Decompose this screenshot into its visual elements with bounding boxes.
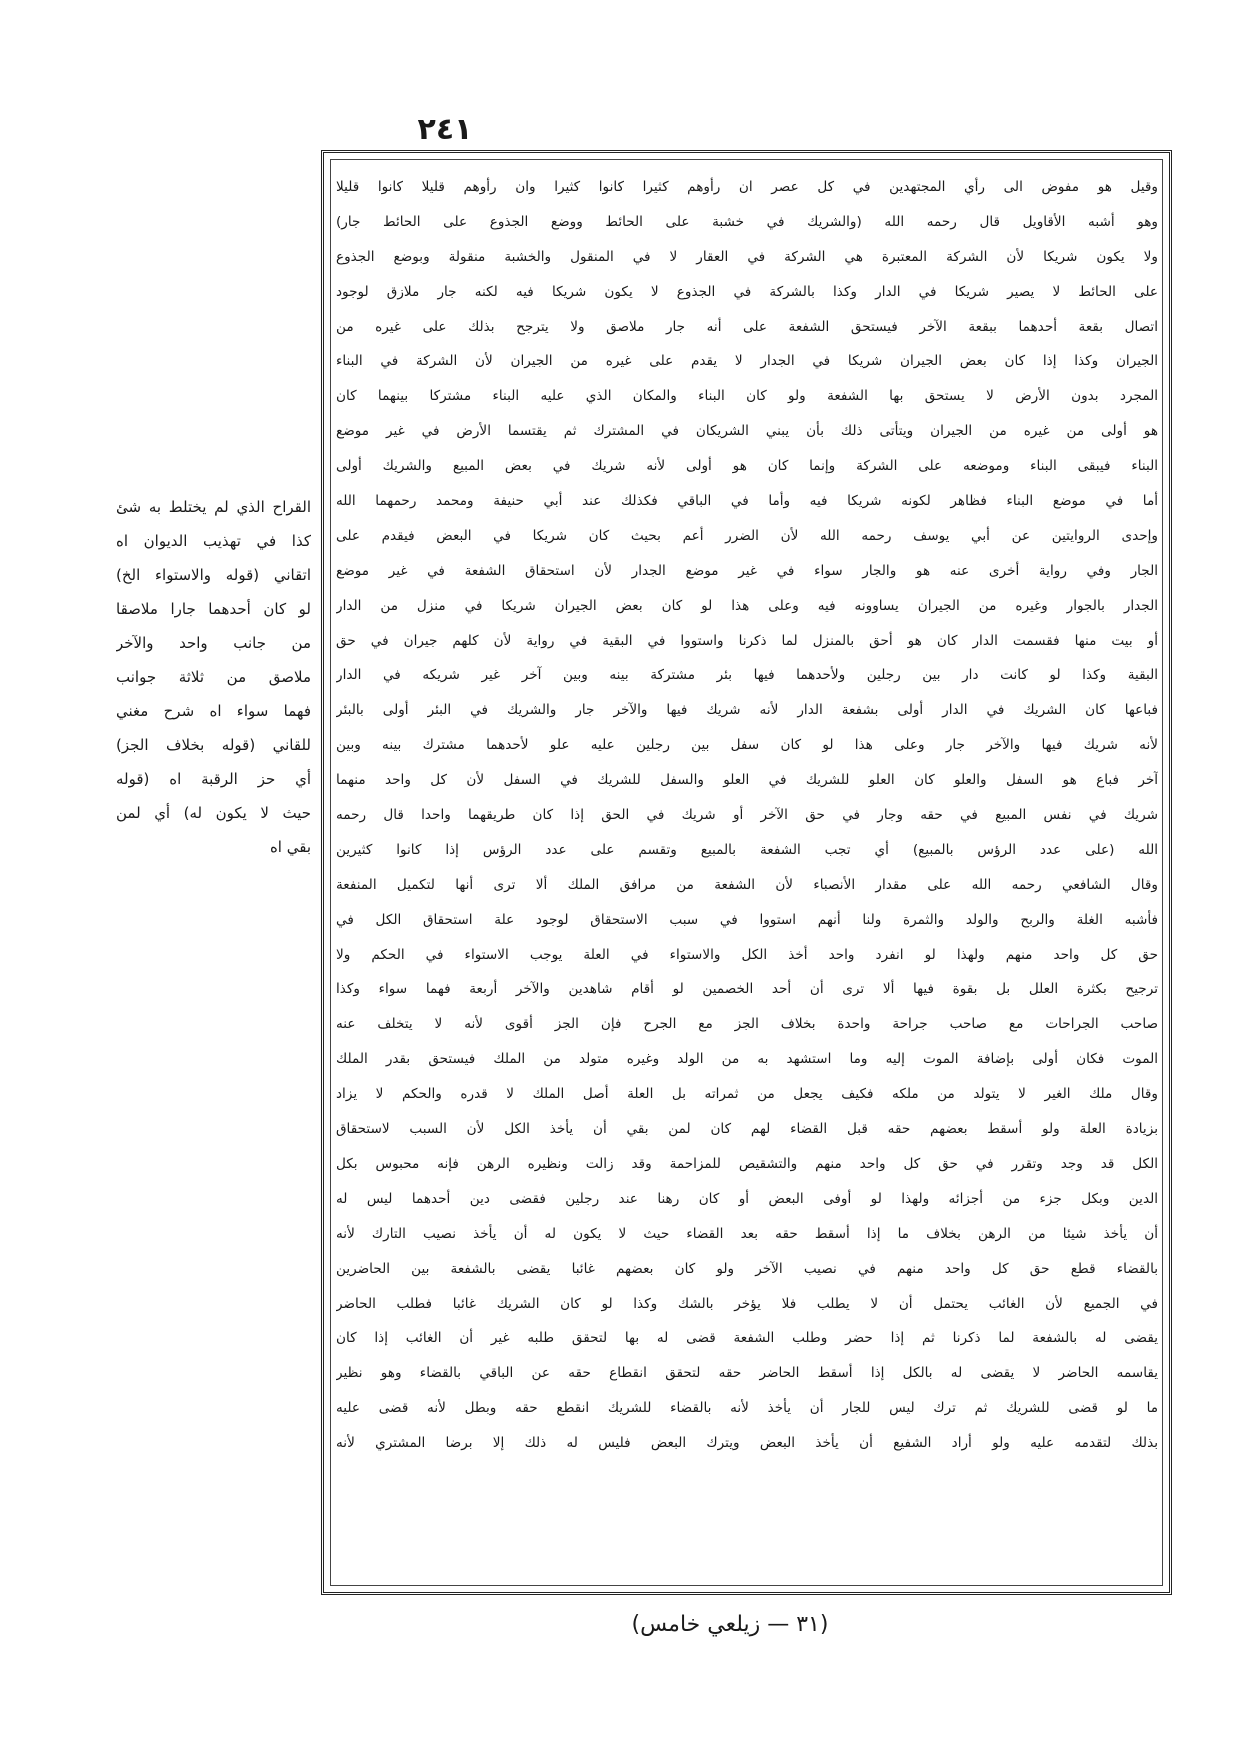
margin-note-line: فهما سواء اه شرح مغني bbox=[116, 702, 311, 720]
main-text-line: لأنه شريك فيها والآخر جار وعلى هذا لو كان سفل بين رجلين عليه علو لأحدهما مشترك بينه وبين bbox=[336, 737, 1158, 754]
margin-note-line: أي حز الرقبة اه (قوله bbox=[116, 770, 311, 788]
main-text-line: الجدار بالجوار وغيره من الجيران يساوونه فيه وعلى هذا لو كان بعض الجيران شريكا في منزل من الدار bbox=[336, 597, 1158, 614]
margin-note-line: من جانب واحد والآخر bbox=[116, 634, 311, 652]
margin-note-line: كذا في تهذيب الديوان اه bbox=[116, 532, 311, 550]
main-text-line: الجار وفي رواية أخرى عنه هو والجار سواء في غير موضع الجدار لأن استحقاق الشفعة في غير موضع bbox=[336, 562, 1158, 579]
main-text-line: على الحائط لا يصير شريكا في الدار وكذا بالشركة في الجذوع لا يكون شريكا فيه لكنه جار ملازق لوجود bbox=[336, 283, 1158, 300]
main-text-line: بزيادة العلة ولو أسقط بعضهم حقه قبل القضاء لهم كان لمن بقي أن يأخذ الكل لأن السبب لاستحقاق bbox=[336, 1121, 1158, 1138]
main-text-line: وقيل هو مفوض الى رأي المجتهدين في كل عصر ان رأوهم كثيرا كانوا كثيرا وان رأوهم قليلا كانوا قليلا bbox=[336, 179, 1158, 195]
main-text-line: أو بيت منها فقسمت الدار كان هو أحق بالمنزل لما ذكرنا واستووا في البقية في رواية لأن كلهم جيران في حق bbox=[336, 632, 1158, 649]
margin-note-line: القراح الذي لم يختلط به شئ bbox=[116, 498, 311, 516]
margin-note-line: بقي اه bbox=[269, 838, 311, 856]
main-text-line: الموت فكان أولى بإضافة الموت إليه وما استشهد به من الولد وغيره متولد من الملك فيستحق بقدر الملك bbox=[336, 1051, 1158, 1068]
main-text-line: يقاسمه الحاضر لا يقضى له بالكل إذا أسقط الحاضر حقه لتحقق انقطاع حقه عن الباقي بالقضاء وهو نظير bbox=[336, 1365, 1158, 1382]
margin-note-line: لو كان أحدهما جارا ملاصقا bbox=[116, 600, 311, 618]
main-text-line: ما لو قضى للشريك ثم ترك ليس للجار أن يأخذ لأنه بالقضاء للشريك انقطع حقه وبطل لأنه قضى عليه bbox=[336, 1400, 1158, 1417]
main-text-line: أن يأخذ شيئا من الرهن بخلاف ما إذا أسقط حقه بعد القضاء حيث لا يكون له أن يأخذ نصيب التارك لأنه bbox=[336, 1225, 1158, 1242]
main-text-line: حق كل واحد منهم ولهذا لو انفرد واحد أخذ الكل والاستواء في العلة يوجب الاستواء في الحكم ولا bbox=[336, 946, 1158, 963]
main-text-block bbox=[336, 170, 1158, 1461]
margin-note-line: ملاصق من ثلاثة جوانب bbox=[116, 668, 311, 686]
main-text-line: المجرد بدون الأرض لا يستحق بها الشفعة ولو كان البناء والمكان الذي عليه البناء مشتركا بينهما كان bbox=[336, 388, 1158, 405]
margin-note bbox=[116, 490, 311, 864]
main-text-line: فأشبه الغلة والربح والولد والثمرة ولنا أنهم استووا في سبب الاستحقاق لوجود علة استحقاق الكل في bbox=[336, 911, 1158, 928]
main-text-line: في الجميع لأن الغائب يحتمل أن لا يطلب فلا يؤخر بالشك وكذا لو كان الشريك غائبا فطلب الحاضر bbox=[336, 1295, 1158, 1312]
main-text-line: يقضى له بالشفعة لما ذكرنا ثم إذا حضر وطلب الشفعة قضى له بها لتحقق طلبه غير أن الغائب إذا كان bbox=[336, 1330, 1158, 1347]
main-text-line: البناء فيبقى البناء وموضعه على الشركة وإنما كان هو أولى لأنه شريك في بعض المبيع والشريك أولى bbox=[336, 458, 1158, 475]
margin-note-line: حيث لا يكون له) أي لمن bbox=[116, 804, 311, 822]
main-text-line: هو أولى من غيره من الجيران ويتأتى ذلك بأن يبني الشريكان في المشترك ثم يقتسما الأرض في غير موضع bbox=[336, 423, 1158, 440]
margin-note-line: اتقاني (قوله والاستواء الخ) bbox=[116, 566, 311, 584]
main-text-line: فباعها كان الشريك في الدار أولى بشفعة الدار لأنه شريك فيها والآخر جار والشريك في البئر أولى بالبئر bbox=[336, 702, 1158, 719]
main-text-line: ولا يكون شريكا لأن الشركة المعتبرة هي الشركة في العقار لا في المنقول والخشبة منقولة وبوضع الجذوع bbox=[336, 248, 1158, 265]
main-text-line: وقال الشافعي رحمه الله على مقدار الأنصباء لأن الشفعة من مرافق الملك ألا ترى أنها لتكميل المنفعة bbox=[336, 876, 1158, 893]
main-text-line: اتصال بقعة أحدهما ببقعة الآخر فيستحق الشفعة على أنه جار ملاصق ولا يترجح بذلك على غيره من bbox=[336, 318, 1158, 335]
main-text-line: صاحب الجراحات مع صاحب جراحة واحدة بخلاف الجز مع الجرح فإن الجز أقوى لأنه لا يتخلف عنه bbox=[336, 1016, 1158, 1033]
main-text-line: بالقضاء قطع حق كل واحد منهم في نصيب الآخر ولو كان بعضهم غائبا يقضى بالشفعة بين الحاضرين bbox=[336, 1260, 1158, 1277]
main-text-line: آخر فباع هو السفل والعلو كان العلو للشريك في العلو والسفل للشريك في السفل لأن كل واحد منهما bbox=[336, 772, 1158, 789]
main-text-line: الجيران وكذا إذا كان بعض الجيران شريكا في الجدار لا يقدم على غيره من الجيران لأن الشركة في البناء bbox=[336, 353, 1158, 370]
main-text-line: الكل قد وجد وتقرر في حق كل واحد منهم والتشقيص للمزاحمة وقد زالت ونظيره الرهن فإنه محبوس بكل bbox=[336, 1155, 1158, 1172]
main-text-line: البقية وكذا لو كانت دار بين رجلين ولأحدهما فيها بئر مشتركة بينه وبين آخر غير شريكه في الدار bbox=[336, 667, 1158, 684]
page-number: ٢٤١ bbox=[417, 112, 473, 147]
main-text-line: الله (على عدد الرؤس بالمبيع) أي تجب الشفعة بالمبيع وتقسم على عدد الرؤس إذا كانوا كثيرين bbox=[336, 841, 1158, 858]
main-text-line: الدين وبكل جزء من أجزائه ولهذا لو أوفى البعض أو كان رهنا عند رجلين فقضى دين أحدهما ليس له bbox=[336, 1190, 1158, 1207]
footer-signature: (٣١ — زيلعي خامس) bbox=[631, 1612, 829, 1637]
main-text-line: ترجيح بكثرة العلل بل بقوة فيها ألا ترى أن أحد الخصمين لو أقام شاهدين والآخر أربعة فهما سواء وكذا bbox=[336, 981, 1158, 998]
main-text-line: وقال ملك الغير لا يتولد من ملكه فكيف يجعل من ثمراته بل العلة أصل الملك لا قدره والحكم لا يزاد bbox=[336, 1086, 1158, 1103]
main-text-line: شريك في نفس المبيع في حقه وجار في حق الآخر أو شريك في الحق إذا كان طريقهما واحدا قال رحمه bbox=[336, 807, 1158, 824]
margin-note-line: للقاني (قوله بخلاف الجز) bbox=[116, 736, 311, 754]
main-text-line: وهو أشبه الأقاويل قال رحمه الله (والشريك في خشبة على الحائط ووضع الجذوع على الحائط جار) bbox=[336, 213, 1158, 230]
main-text-line: بذلك لتقدمه عليه ولو أراد الشفيع أن يأخذ البعض ويترك البعض فليس له ذلك إلا برضا المشتري لأنه bbox=[336, 1435, 1158, 1452]
main-text-line: وإحدى الروايتين عن أبي يوسف رحمه الله لأن الضرر أعم بحيث كان شريكا في البعض فيقدم على bbox=[336, 527, 1158, 544]
main-text-line: أما في موضع البناء فظاهر لكونه شريكا فيه وأما في الباقي فكذلك عند أبي حنيفة ومحمد رحمهما الله bbox=[336, 493, 1158, 510]
